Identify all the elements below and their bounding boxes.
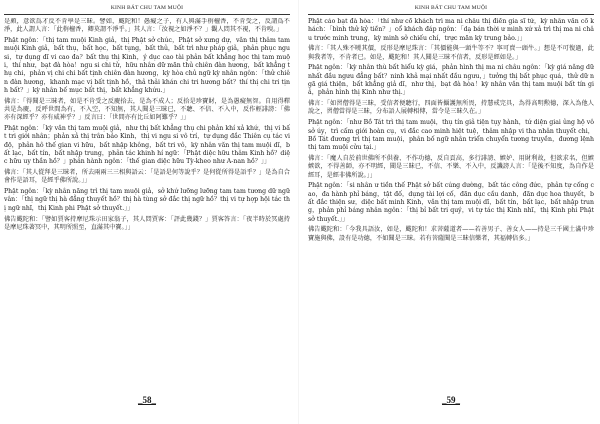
left-page-content — [4, 18, 290, 388]
paragraph: Phật ngôn：「kỳ văn thị tam muội giả，như thị bất khẳng thụ chi phản khí xả khứ，thị vi bất tri giới nhân；phản xả thị trân bảo Kinh，thị vi ngu si vô trí，tự dụng đắc Thiên cụ tác vi độ，phản hô thế gian vi hữu，bất nhập không，bất tri vô，kỳ nhân văn thị tam muội dĩ，bất lạc，bất tín，bất nhập trung，phản tác khinh hí ngữ：「Phật diệc hữu thâm Kinh hồ？diệc hữu uy thần hồ？」phản hành ngôn：「thế gian diệc hữu Tỳ-kheo như A-nan hồ？」」 — [4, 125, 290, 166]
page-number-left: _58_ — [138, 395, 156, 405]
left-page — [4, 0, 290, 424]
right-page — [308, 0, 594, 424]
paragraph: Phật ngôn：「kỳ nhân nãng trì thị tam muội giả，sở khứ lưỡng lưỡng tam tam tương dữ ngữ vân：「thị ngữ thị hà đẳng thuyết hồ？thị hà tùng sở đắc thị ngữ hồ？thị vi tự hợp hội tác thị ngữ nhĩ，thị Kinh phi Phật sở thuyết.」」 — [4, 188, 290, 212]
paragraph: Phật ngôn：「như Bồ Tát trì thị tam muội，thụ tín giả tiện tụy hành，tứ diện giai ủng hộ vô sở úy，trì cấm giới hoàn cụ，vi đắc cao minh hiệt tuệ，thâm nhập vi tha nhân thuyết chi，Bồ Tát đương trì thị tam muội，phân bố ngữ nhân triển chuyển tương truyền，đương lệnh thị tam muội cửu tại.」 — [308, 119, 594, 152]
paragraph: Phật cáo bạt đà hòa：「thí như cổ khách trì ma ni châu thị điền gia sĩ tử，kỳ nhân vấn cổ khách：「bình thử kỷ tiền？」cổ khách đáp ngôn：「dạ bán thời ư minh xứ xả trì thị ma ni châu trước minh trung，kỳ minh sở chiếu chí，trực mãn kỳ trung bảo.」」 — [308, 18, 594, 42]
page-gutter — [298, 0, 299, 424]
header-rule-left — [4, 14, 290, 15]
header-rule-right — [308, 14, 594, 15]
paragraph: 是頗，意欲爲才反不肯學是三昧。譬如，颰陀和！愚癡之子，有人與滿手栴檀香，不肯受之，反謂爲不淨，此人謂人言：「此栴檀香，卿莫謂不淨乎。」其人言：「汝視之如淨不？」觀人問其不視，不肯嗅。」 — [4, 18, 290, 34]
running-head-left: KINH BÁT CHU TAM MUỘI — [110, 5, 184, 11]
paragraph: 佛言：「如習僧得是三昧，受信者便聽行，四面皆攝護無所畏，持慧戒完具，為得高明勲德，深入為他人說之，習僧當得是三昧，分布語人展轉相傳，當令是三昧久在。」 — [308, 100, 594, 116]
paragraph: 佛告颰陀和：「譬如賈客持摩尼珠示田家翁子，其人問賈客：「評此幾錢？」賈客答言：「夜半時於冥處持是摩尼珠著冥中，其明所照至，直滿其中寶。」」 — [4, 215, 290, 231]
paragraph: 佛言：「得聞是三昧者，如是不肯受之反慶拾去，是為不成人；反拾是珍寶財，是為愚癡無智。自用得釋共是為慶，反呼世間為有，不入空，不知無，其人聞是三昧已，不聽、不信、不入中，反作輕誹謗：「佛亦有深經乎？亦有威神乎？」反言曰：「世間亦有比丘如阿難乎？」」 — [4, 97, 290, 122]
paragraph: Phật ngôn：「kỳ nhân thù bất hiểu kỳ giá，phản hình thị ma ni châu ngôn：「kỳ giá năng dữ nhất đầu ngưu đẳng bất？ninh khả mại nhất đầu ngưu，」tưởng thị bất phục quá，thử dữ ngã giá thiện，bất khẳng giả dĩ，như thị，bạt đà hòa！kỳ nhân văn thị tam muội bất tín giả，phản hình thị Kinh như thị.」 — [308, 64, 594, 97]
paragraph: 佛言：「其人殊不曉其價，反形是摩尼珠言：「其價能與一頭牛等不？寧可賣一頭牛。」想是不可復過，此與我者等，不肯者已。如是，颰陀和！其人聞是三昧不信者，反形是經如是。」 — [308, 45, 594, 61]
right-page-content — [308, 18, 594, 388]
paragraph: Phật ngôn：「si nhân ư tiền thế Phật sở bất cúng dường，bất tác công đức，phản tự cống cao，đa hành phỉ báng，tật đố，dụng tài lợi cố，đãn dục cầu danh，đãn dục hoa thuyết，bất đắc thiện sư，diệc bất minh Kinh，văn thị tam muội dĩ，bất tín，bất lạc，bất nhập trung，phản phỉ báng nhân ngôn：「thị bỉ bất tri quý，vi tự tác thị Kinh nhĩ，thị Kinh phi Phật sở thuyết.」」 — [308, 182, 594, 223]
paragraph: 佛言：「魔人自於前世佛所不供養、不作功德，反自貢高，多行誹謗、嫉妒、用財利故，但欲求名，但嫉嫉欲，不得善師，亦不明經，聞是三昧已，不信、不樂、不入中，反譏謗人言：「是後不知度，為自作是經耳，是經非佛所說。」」 — [308, 154, 594, 179]
running-head-right: KINH BÁT CHU TAM MUỘI — [414, 5, 488, 11]
paragraph: 佛言：「其人從拜是三昧者，所去兩兩三三相與語云：「是語是何等說乎？是何從所得是語乎？」是為自合會作是語耳，是經乎佛所說。」」 — [4, 169, 290, 185]
paragraph: 佛告颰陀和：「今我具語汝，如是，颰陀和！求菩薩道者——若善男子、善女人——持是三千國土滿中珍寶施與佛，設有是功德，不如聞是三昧。若有菩薩聞是三昧信樂者，其福轉倍多。」 — [308, 226, 594, 242]
paragraph: Phật ngôn：「thị tam muội Kinh giả，thị Phật sở chúc，Phật sở xưng dự，văn thị thâm tam muội Kinh giả，bất thụ，bất học，bất tụng，bất thủ，bất trì như pháp giả，phản phục ngu si，tự dụng dĩ vi cao đa？bất thụ thị Kinh，ý dục cao tài phản bất khẳng học thị tam muội，thí như，bạt đà hòa！ngu si chi tử，hữu nhân dữ mãn thủ chiên đàn hương，bất khẳng thụ chi，phản vị chi chi bất tịnh chiên đàn hương，kỳ hòa chủ ngữ kỳ nhân ngôn：「thử chiên đàn hương，khanh mạc vị bất tịnh hồ，thả thải khán chi tri hương bất？thí thị chi tri tịnh bất？」kỳ nhân bế mục bất thị，bất khẳng khứu.」 — [4, 37, 290, 94]
page-number-right: _59_ — [442, 395, 460, 405]
